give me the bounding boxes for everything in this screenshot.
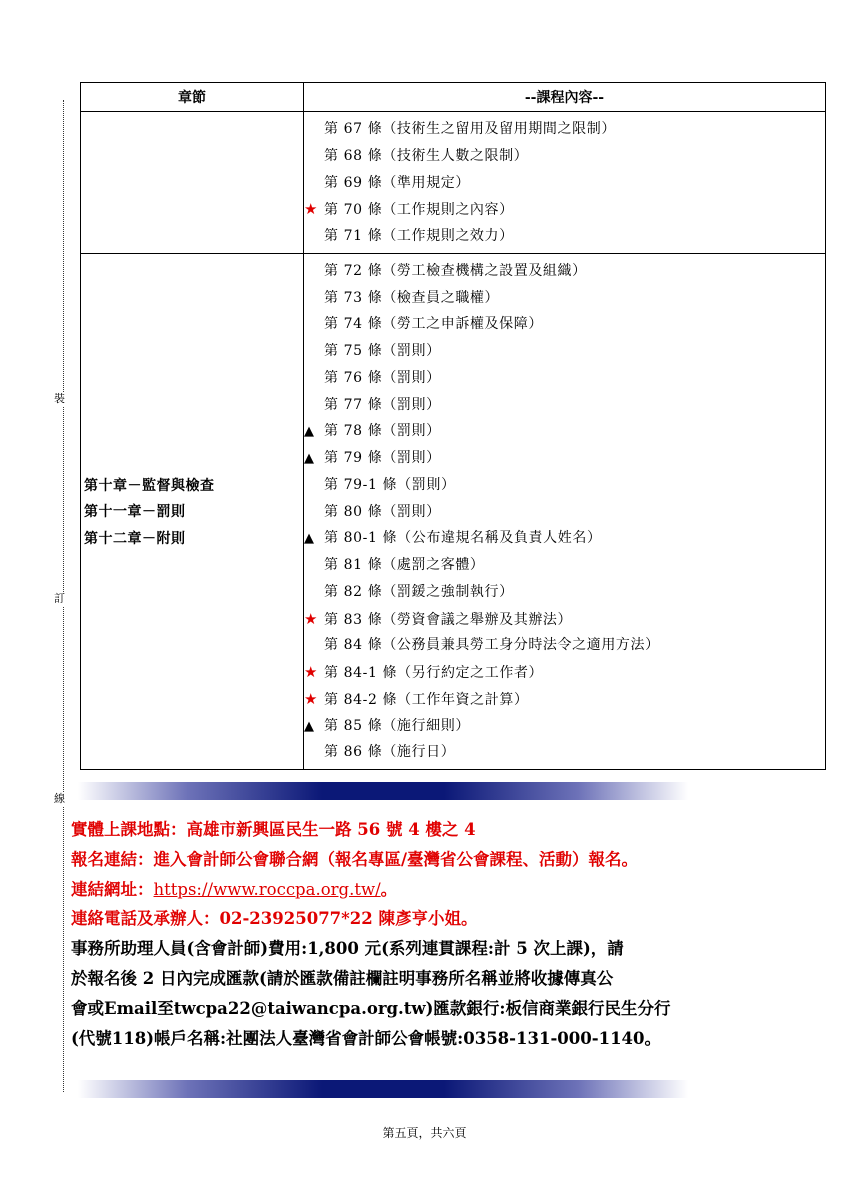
article-text: 第 80 條（罰則） xyxy=(324,503,441,520)
chapter-title: 第十二章－附則 xyxy=(84,530,186,547)
article-item xyxy=(304,552,825,579)
article-text: 第 84-2 條（工作年資之計算） xyxy=(324,691,529,708)
article-item xyxy=(304,739,825,766)
article-text: 第 84 條（公務員兼具勞工身分時法令之適用方法） xyxy=(324,637,660,654)
article-item xyxy=(304,713,825,740)
article-text: 第 74 條（勞工之申訴權及保障） xyxy=(324,316,543,333)
binding-char-ding: 訂 xyxy=(54,592,65,605)
article-text: 第 80-1 條（公布違規名稱及負責人姓名） xyxy=(324,530,602,547)
fee-line-2: 於報名後 2 日內完成匯款(請於匯款備註欄註明事務所名稱並將收據傳真公 xyxy=(71,968,614,988)
location-line: 實體上課地點：高雄市新興區民生一路 56 號 4 樓之 4 xyxy=(71,820,476,839)
article-text: 第 73 條（檢查員之職權） xyxy=(324,289,500,306)
fee-line-1: 事務所助理人員(含會計師)費用:1,800 元(系列連貫課程:計 5 次上課)，請 xyxy=(71,939,624,959)
article-item xyxy=(304,686,825,713)
star-icon: ★ xyxy=(304,663,319,681)
info-section xyxy=(71,815,831,1053)
contact-line: 連絡電話及承辦人：02-23925077*22 陳彥亨小姐。 xyxy=(71,909,478,929)
article-item xyxy=(304,659,825,686)
star-icon: ★ xyxy=(304,200,319,219)
table-row xyxy=(81,253,826,769)
article-item xyxy=(304,116,825,143)
article-item xyxy=(304,472,825,499)
chapter-title: 第十一章－罰則 xyxy=(84,504,186,521)
table-body xyxy=(81,112,826,770)
article-text: 第 85 條（施行細則） xyxy=(324,717,470,734)
article-text: 第 67 條（技術生之留用及留用期間之限制） xyxy=(324,121,616,137)
chapter-list xyxy=(81,471,303,553)
article-item xyxy=(304,338,825,365)
article-item xyxy=(304,311,825,338)
article-item xyxy=(304,525,825,552)
article-item xyxy=(304,285,825,312)
article-item xyxy=(304,606,825,633)
articles-cell xyxy=(304,112,826,254)
article-item xyxy=(304,632,825,659)
chapter-cell xyxy=(81,112,304,254)
article-text: 第 77 條（罰則） xyxy=(324,396,441,413)
chapter-cell xyxy=(81,253,304,769)
page-footer: 第五頁，共六頁 xyxy=(382,1126,467,1140)
article-text: 第 76 條（罰則） xyxy=(324,369,441,386)
header-content: --課程內容-- xyxy=(304,83,826,112)
article-text: 第 70 條（工作規則之內容） xyxy=(324,202,514,219)
article-text: 第 82 條（罰鍰之強制執行） xyxy=(324,583,514,600)
article-text: 第 78 條（罰則） xyxy=(324,423,441,440)
url-link[interactable]: https://www.roccpa.org.tw/ xyxy=(153,879,381,899)
binding-char-zhuang: 裝 xyxy=(54,392,65,405)
article-item xyxy=(304,418,825,445)
binding-char-xian: 線 xyxy=(54,792,65,805)
article-item xyxy=(304,392,825,419)
chapter-list xyxy=(81,181,303,183)
article-item xyxy=(304,365,825,392)
article-item xyxy=(304,170,825,197)
url-suffix: 。 xyxy=(380,879,398,899)
table-row xyxy=(81,112,826,254)
triangle-icon: ▲ xyxy=(304,451,315,466)
divider-bar-bottom xyxy=(78,1080,688,1098)
star-icon: ★ xyxy=(304,609,319,628)
fee-line-4: (代號118)帳戶名稱:社團法人臺灣省會計師公會帳號:0358-131-000-1140。 xyxy=(71,1028,662,1048)
triangle-icon: ▲ xyxy=(304,531,315,547)
article-text: 第 79 條（罰則） xyxy=(324,450,441,466)
article-item xyxy=(304,143,825,170)
course-table xyxy=(80,82,826,770)
article-text: 第 83 條（勞資會議之舉辦及其辦法） xyxy=(324,611,573,628)
article-text: 第 75 條（罰則） xyxy=(324,343,441,359)
divider-bar-top xyxy=(78,782,688,800)
article-item xyxy=(304,196,825,223)
article-text: 第 84-1 條（另行約定之工作者） xyxy=(324,665,544,681)
article-text: 第 86 條（施行日） xyxy=(324,744,456,761)
articles-cell xyxy=(304,253,826,769)
fee-line-3: 會或Email至twcpa22@taiwancpa.org.tw)匯款銀行:板信商業銀行民生分行 xyxy=(71,998,671,1018)
article-text: 第 81 條（處罰之客體） xyxy=(324,557,485,573)
article-item xyxy=(304,445,825,472)
header-chapter: 章節 xyxy=(81,83,304,112)
chapter-title: 第十章－監督與檢查 xyxy=(84,477,215,494)
registration-line: 報名連結：進入會計師公會聯合網（報名專區/臺灣省公會課程、活動）報名。 xyxy=(71,849,639,869)
article-text: 第 68 條（技術生人數之限制） xyxy=(324,147,529,164)
table-header-row xyxy=(81,83,826,112)
article-text: 第 69 條（準用規定） xyxy=(324,174,470,191)
triangle-icon: ▲ xyxy=(304,424,315,440)
article-text: 第 79-1 條（罰則） xyxy=(324,476,456,493)
article-item xyxy=(304,579,825,606)
article-item xyxy=(304,223,825,250)
article-text: 第 71 條（工作規則之效力） xyxy=(324,228,514,244)
article-text: 第 72 條（勞工檢查機構之設置及組織） xyxy=(324,262,587,279)
article-item xyxy=(304,499,825,526)
star-icon: ★ xyxy=(304,689,319,708)
triangle-icon: ▲ xyxy=(304,718,315,734)
url-label: 連結網址： xyxy=(71,879,154,899)
url-line xyxy=(71,875,831,905)
article-item xyxy=(304,258,825,285)
